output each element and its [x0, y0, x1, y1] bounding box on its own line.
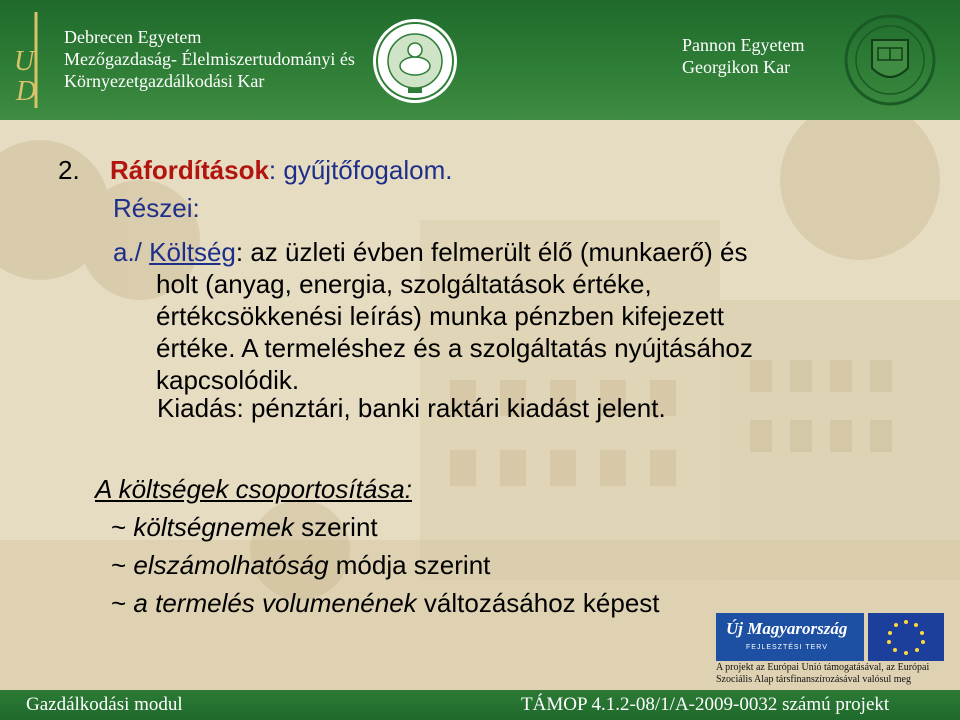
definition-line-4: értéke. A termeléshez és a szolgáltatás nyújtásához — [156, 333, 753, 363]
uj-magyarorszag-title: Új Magyarország — [726, 619, 848, 638]
title-number: 2. — [58, 155, 80, 185]
list-item — [95, 508, 660, 546]
faculty-seal-icon — [372, 18, 458, 104]
list-item-rest: változásához képest — [416, 588, 660, 618]
cost-definition — [113, 236, 913, 396]
definition-line-5: kapcsolódik. — [156, 365, 300, 395]
definition-line-1 — [113, 236, 913, 268]
definition-prefix: a./ — [113, 237, 150, 267]
definition-line-2: holt (anyag, energia, szolgáltatások értéke, — [156, 269, 652, 299]
header-left-line-1: Debrecen Egyetem — [64, 27, 202, 47]
expenditure-definition: Kiadás: pénztári, banki raktári kiadást jelent. — [157, 393, 666, 423]
list-item — [95, 546, 660, 584]
list-item-emphasis: elszámolhatóság — [133, 550, 329, 580]
list-item-rest: módja szerint — [328, 550, 491, 580]
eu-caption — [716, 662, 946, 686]
list-item-tilde: ~ — [111, 512, 134, 542]
definition-term: Költség — [149, 237, 236, 267]
university-logo-icon — [10, 10, 52, 110]
title-term: Ráfordítások — [110, 155, 269, 185]
grouping-heading-text: A költségek csoportosítása: — [95, 474, 412, 504]
svg-text:U: U — [14, 46, 35, 77]
list-item-tilde: ~ — [111, 550, 134, 580]
header-right-line-2: Georgikon Kar — [682, 57, 791, 77]
parts-label: Részei: — [113, 193, 200, 223]
header-left-line-3: Környezetgazdálkodási Kar — [64, 71, 265, 91]
list-item-emphasis: költségnemek — [133, 512, 294, 542]
list-item-tilde: ~ — [111, 588, 134, 618]
cost-grouping — [95, 470, 660, 622]
eu-logo-block — [716, 613, 944, 661]
definition-line-3: értékcsökkenési leírás) munka pénzben kifejezett — [156, 301, 724, 331]
grouping-heading — [95, 470, 660, 508]
eu-caption-line-1: A projekt az Európai Unió támogatásával, az Európai — [716, 662, 930, 673]
list-item-rest: szerint — [293, 512, 378, 542]
eu-caption-line-2: Szociális Alap társfinanszírozásával valósul meg — [716, 674, 911, 685]
definition-line-1-rest: : az üzleti évben felmerült élő (munkaerő) és — [235, 237, 748, 267]
slide-title — [58, 154, 452, 186]
header-right-text — [682, 34, 804, 78]
svg-text:D: D — [16, 76, 37, 107]
header-left-line-2: Mezőgazdaság- Élelmiszertudományi és — [64, 49, 355, 69]
uj-magyarorszag-subtitle: FEJLESZTÉSI TERV — [746, 644, 828, 651]
list-item-emphasis: a termelés volumenének — [133, 588, 417, 618]
title-rest: : gyűjtőfogalom. — [268, 155, 453, 185]
list-item — [95, 584, 660, 622]
header-left-text — [64, 26, 355, 92]
footer-project-id: TÁMOP 4.1.2-08/1/A-2009-0032 számú projekt — [521, 694, 890, 715]
header-banner — [0, 0, 960, 120]
header-right-line-1: Pannon Egyetem — [682, 35, 805, 55]
footer-module-name: Gazdálkodási modul — [26, 694, 183, 715]
footer-bar — [0, 690, 960, 720]
university-crest-icon — [842, 12, 938, 108]
